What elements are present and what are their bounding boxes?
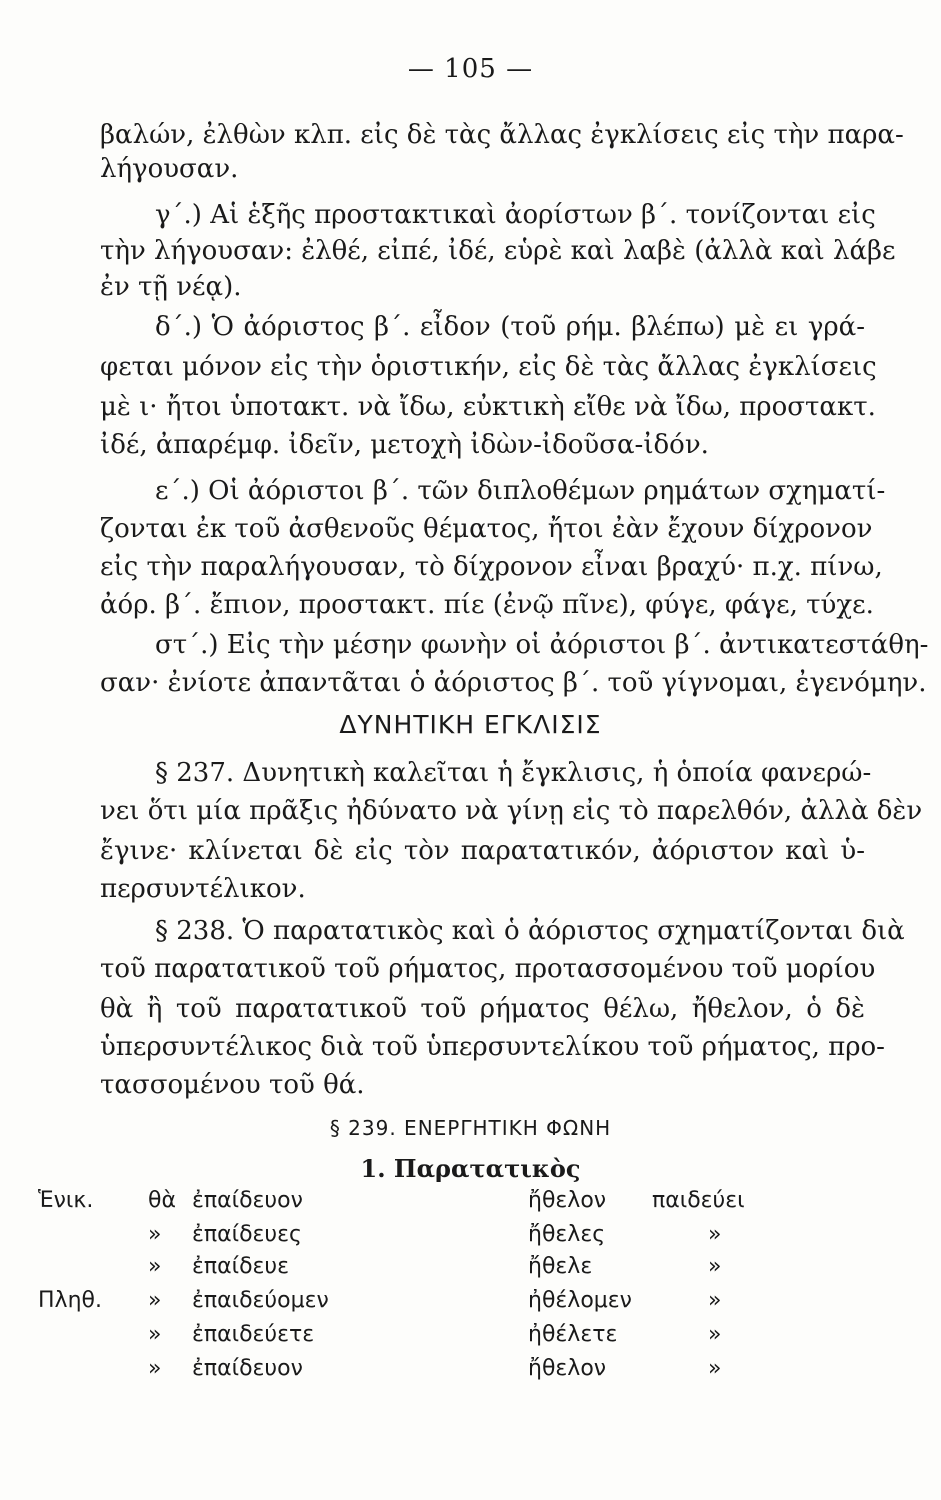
text-line: τοῦ παρατατικοῦ τοῦ ρήματος, προτασσομένου τοῦ μορίου (100, 954, 876, 984)
infinitive-cell: παιδεύει (652, 1188, 745, 1213)
page-number: — 105 — (407, 54, 534, 84)
text-line: ἔγινε· κλίνεται δὲ εἰς τὸν παρατατικόν, ἀόριστον καὶ ὑ- (100, 836, 865, 866)
text-line: μὲ ι· ἤτοι ὑποτακτ. νὰ ἴδω, εὐκτικὴ εἴθε νὰ ἴδω, προστακτ. (100, 392, 876, 422)
text-line: τὴν λήγουσαν: ἐλθέ, εἰπέ, ἰδέ, εὑρὲ καὶ λαβὲ (ἀλλὰ καὶ λάβε (100, 236, 896, 266)
text-line: βαλών, ἐλθὼν κλπ. εἰς δὲ τὰς ἄλλας ἐγκλίσεις εἰς τὴν παρα- (100, 120, 904, 150)
infinitive-cell: » (708, 1288, 722, 1313)
infinitive-cell: » (708, 1222, 722, 1247)
form-cell: ἐπαίδευες (192, 1222, 302, 1247)
text-line: περσυντέλικον. (100, 874, 306, 904)
particle-cell: » (148, 1322, 162, 1347)
auxiliary-cell: ἠθέλετε (528, 1322, 618, 1347)
text-line: δ΄.) Ὁ ἀόριστος β΄. εἶδον (τοῦ ρήμ. βλέπω) μὲ ει γρά- (155, 312, 865, 342)
particle-cell: » (148, 1254, 162, 1279)
text-line: ὑπερσυντέλικος διὰ τοῦ ὑπερσυντελίκου τοῦ ρήματος, προ- (100, 1032, 885, 1062)
mood-heading: ΔΥΝΗΤΙΚΗ ΕΓΚΛΙΣΙΣ (339, 710, 602, 739)
particle-cell: » (148, 1222, 162, 1247)
text-line: εἰς τὴν παραλήγουσαν, τὸ δίχρονον εἶναι βραχύ· π.χ. πίνω, (100, 552, 883, 582)
auxiliary-cell: ἤθελον (528, 1188, 607, 1213)
form-cell: ἐπαίδευον (192, 1188, 303, 1213)
infinitive-cell: » (708, 1356, 722, 1381)
text-line: γ΄.) Αἱ ἑξῆς προστακτικαὶ ἀορίστων β΄. τονίζονται εἰς (155, 200, 876, 230)
text-line: § 237. Δυνητικὴ καλεῖται ἡ ἔγκλισις, ἡ ὁποία φανερώ- (155, 758, 872, 788)
text-line: ἰδέ, ἀπαρέμφ. ἰδεῖν, μετοχὴ ἰδὼν-ἰδοῦσα-ἰδόν. (100, 430, 709, 460)
auxiliary-cell: ἤθελον (528, 1356, 607, 1381)
form-cell: ἐπαιδεύομεν (192, 1288, 329, 1313)
text-line: νει ὅτι μία πρᾶξις ἠδύνατο νὰ γίνῃ εἰς τὸ παρελθόν, ἀλλὰ δὲν (100, 796, 923, 826)
text-line: τασσομένου τοῦ θά. (100, 1070, 365, 1100)
paradigm-title: 1. Παρατατικὸς (360, 1154, 581, 1183)
text-line: σαν· ἐνίοτε ἀπαντᾶται ὁ ἀόριστος β΄. τοῦ γίγνομαι, ἐγενόμην. (100, 668, 927, 698)
text-line: ζονται ἐκ τοῦ ἀσθενοῦς θέματος, ἤτοι ἐὰν ἔχουν δίχρονον (100, 514, 873, 544)
form-cell: ἐπαίδευον (192, 1356, 303, 1381)
number-label: Ἑνικ. (38, 1188, 94, 1213)
infinitive-cell: » (708, 1254, 722, 1279)
section-title: § 239. ΕΝΕΡΓΗΤΙΚΗ ΦΩΝΗ (329, 1116, 612, 1140)
particle-cell: θὰ (148, 1188, 176, 1213)
auxiliary-cell: ἠθέλομεν (528, 1288, 632, 1313)
text-line: φεται μόνον εἰς τὴν ὁριστικήν, εἰς δὲ τὰς ἄλλας ἐγκλίσεις (100, 352, 877, 382)
text-line: στ΄.) Εἰς τὴν μέσην φωνὴν οἱ ἀόριστοι β΄. ἀντικατεστάθη- (155, 630, 929, 660)
auxiliary-cell: ἤθελε (528, 1254, 593, 1279)
auxiliary-cell: ἤθελες (528, 1222, 606, 1247)
infinitive-cell: » (708, 1322, 722, 1347)
text-line: ε΄.) Οἱ ἀόριστοι β΄. τῶν διπλοθέμων ρημάτων σχηματί- (155, 476, 886, 506)
form-cell: ἐπαιδεύετε (192, 1322, 315, 1347)
text-line: θὰ ἢ τοῦ παρατατικοῦ τοῦ ρήματος θέλω, ἤθελον, ὁ δὲ (100, 994, 865, 1024)
number-label: Πληθ. (38, 1288, 102, 1313)
text-line: ἐν τῇ νέᾳ). (100, 272, 242, 302)
particle-cell: » (148, 1288, 162, 1313)
text-line: λήγουσαν. (100, 154, 239, 184)
text-line: ἀόρ. β΄. ἔπιον, προστακτ. πίε (ἐνῷ πῖνε), φύγε, φάγε, τύχε. (100, 590, 874, 620)
particle-cell: » (148, 1356, 162, 1381)
form-cell: ἐπαίδευε (192, 1254, 290, 1279)
text-line: § 238. Ὁ παρατατικὸς καὶ ὁ ἀόριστος σχηματίζονται διὰ (155, 916, 905, 946)
